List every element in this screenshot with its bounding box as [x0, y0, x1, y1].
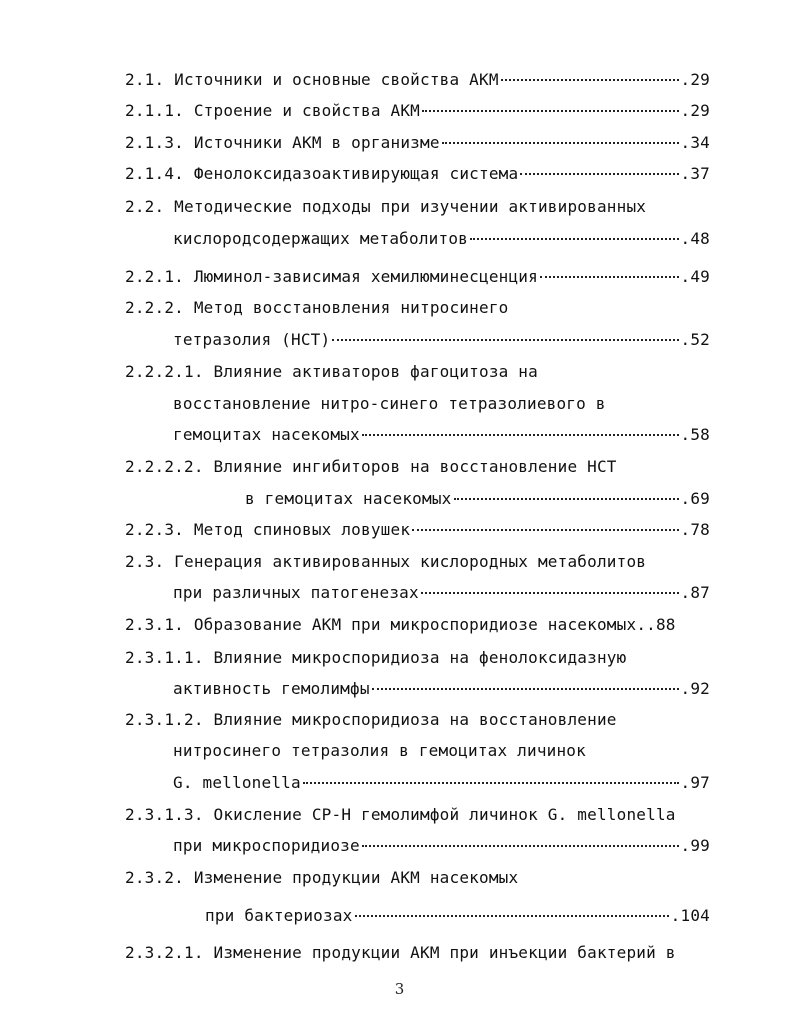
toc-page-number: .97: [680, 773, 710, 792]
toc-line: [125, 70, 710, 90]
toc-line: [125, 615, 676, 635]
toc-entry-text: при различных патогенезах: [173, 583, 419, 602]
toc-heading-line: [125, 197, 646, 217]
dot-leader: [470, 238, 679, 240]
toc-line: [245, 489, 710, 509]
toc-entry-text: 2.1.4. Фенолоксидазоактивирующая система: [125, 164, 519, 183]
toc-page-number: .69: [680, 489, 710, 508]
dot-leader: [422, 110, 679, 112]
toc-entry-text: кислородсодержащих метаболитов: [173, 229, 468, 248]
dot-leader: [412, 529, 678, 531]
toc-entry-text: 2.2.2.2. Влияние ингибиторов на восстановление НСТ: [125, 457, 617, 476]
toc-page-number: .104: [670, 906, 710, 925]
dot-leader: [362, 434, 679, 436]
toc-line: [205, 906, 710, 926]
toc-heading-line: [125, 710, 617, 730]
dot-leader: [421, 592, 679, 594]
toc-entry-text: 2.2. Методические подходы при изучении активированных: [125, 197, 647, 216]
toc-heading-line: [125, 805, 676, 825]
toc-heading-line: [125, 362, 538, 382]
toc-heading-line: [173, 394, 606, 414]
dot-leader: [362, 845, 679, 847]
toc-entry-text: 2.3.1.1. Влияние микроспоридиоза на фенолоксидазную: [125, 648, 627, 667]
dot-leader: [501, 79, 679, 81]
toc-entry-text: нитросинего тетразолия в гемоцитах личинок: [173, 741, 586, 760]
toc-entry-text: 2.3.1.2. Влияние микроспоридиоза на восстановление: [125, 710, 617, 729]
toc-line: [173, 330, 710, 350]
toc-entry-text: 2.2.2. Метод восстановления нитросинего: [125, 298, 509, 317]
toc-entry-text: тетразолия (НСТ): [173, 330, 331, 349]
toc-line: [173, 679, 710, 699]
toc-page-number: .49: [680, 267, 710, 286]
dot-leader: [442, 142, 679, 144]
dot-leader: [355, 915, 669, 917]
dot-leader: [540, 276, 679, 278]
toc-entry-text: 2.3.1. Образование АКМ при микроспоридиозе насекомых: [125, 615, 637, 634]
toc-line: [125, 133, 710, 153]
toc-entry-text: гемоцитах насекомых: [173, 425, 360, 444]
toc-page-number: ..88: [636, 615, 676, 634]
toc-line: [173, 425, 710, 445]
toc-page-number: .48: [680, 229, 710, 248]
toc-line: [173, 229, 710, 249]
toc-page-number: .34: [680, 133, 710, 152]
dot-leader: [454, 498, 679, 500]
toc-entry-text: 2.1.3. Источники АКМ в организме: [125, 133, 440, 152]
toc-heading-line: [125, 298, 508, 318]
toc-page-number: .99: [680, 836, 710, 855]
toc-line: [125, 520, 710, 540]
dot-leader: [520, 173, 678, 175]
toc-heading-line: [125, 552, 646, 572]
dot-leader: [332, 339, 678, 341]
toc-heading-line: [125, 648, 626, 668]
toc-heading-line: [125, 457, 617, 477]
toc-line: [125, 101, 710, 121]
toc-entry-text: активность гемолимфы: [173, 679, 370, 698]
toc-page-number: .29: [680, 101, 710, 120]
toc-page-number: .29: [680, 70, 710, 89]
toc-entry-text: в гемоцитах насекомых: [245, 489, 452, 508]
toc-entry-text: 2.1.1. Строение и свойства АКМ: [125, 101, 420, 120]
toc-entry-text: 2.3.2. Изменение продукции АКМ насекомых: [125, 868, 519, 887]
toc-page-number: .87: [680, 583, 710, 602]
dot-leader: [303, 782, 679, 784]
toc-line: [125, 164, 710, 184]
toc-entry-text: 2.3.1.3. Окисление СР-Н гемолимфой личинок G. mellonella: [125, 805, 676, 824]
toc-entry-text: при бактериозах: [205, 906, 353, 925]
page-number: 3: [394, 980, 405, 998]
toc-entry-text: восстановление нитро-синего тетразолиевого в: [173, 394, 606, 413]
toc-page-number: .37: [680, 164, 710, 183]
toc-entry-text: 2.2.1. Люминол-зависимая хемилюминесценция: [125, 267, 538, 286]
toc-entry-text: G. mellonella: [173, 773, 301, 792]
toc-heading-line: [125, 868, 518, 888]
toc-heading-line: [125, 943, 676, 963]
toc-heading-line: [173, 741, 586, 761]
toc-page-number: .58: [680, 425, 710, 444]
toc-entry-text: 2.3. Генерация активированных кислородных метаболитов: [125, 552, 647, 571]
toc-entry-text: при микроспоридиозе: [173, 836, 360, 855]
toc-entry-text: 2.2.2.1. Влияние активаторов фагоцитоза на: [125, 362, 538, 381]
toc-entry-text: 2.3.2.1. Изменение продукции АКМ при инъекции бактерий в: [125, 943, 676, 962]
toc-entry-text: 2.2.3. Метод спиновых ловушек: [125, 520, 411, 539]
toc-page-number: .52: [680, 330, 710, 349]
toc-entry-text: 2.1. Источники и основные свойства АКМ: [125, 70, 499, 89]
toc-line: [173, 583, 710, 603]
toc-page-number: .78: [680, 520, 710, 539]
dot-leader: [372, 688, 679, 690]
toc-line: [173, 773, 710, 793]
toc-page-number: .92: [680, 679, 710, 698]
toc-line: [173, 836, 710, 856]
toc-line: [125, 267, 710, 287]
